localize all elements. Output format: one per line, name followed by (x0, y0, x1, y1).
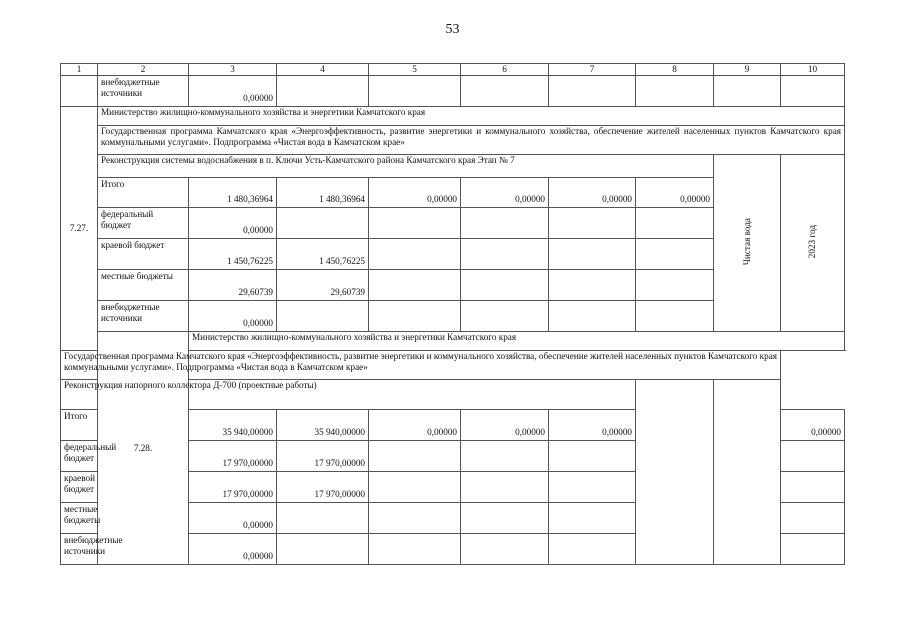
value-cell: 0,00000 (189, 208, 277, 239)
value-cell (549, 270, 636, 301)
value-cell (461, 301, 549, 332)
value-cell (461, 441, 549, 472)
value-cell (277, 503, 369, 534)
value-cell: 1 450,76225 (189, 239, 277, 270)
column-header: 10 (781, 64, 845, 76)
item-number: 7.28. (98, 332, 189, 565)
value-cell: 0,00000 (781, 410, 845, 441)
value-cell (461, 503, 549, 534)
value-cell: 17 970,00000 (189, 472, 277, 503)
value-cell: 0,00000 (189, 76, 277, 107)
value-cell: 29,60739 (189, 270, 277, 301)
value-cell (461, 239, 549, 270)
project-name: Реконструкция напорного коллектора Д-700 (проектные работы) (61, 380, 636, 410)
row-label: местные бюджеты (98, 270, 189, 301)
column-header: 9 (714, 64, 781, 76)
value-cell (549, 534, 636, 565)
value-cell: 0,00000 (189, 503, 277, 534)
value-cell (636, 301, 714, 332)
ministry-row (61, 107, 845, 126)
value-cell: 35 940,00000 (277, 410, 369, 441)
subprogram-label: Чистая вода (741, 217, 752, 266)
value-cell (781, 503, 845, 534)
column-header: 2 (98, 64, 189, 76)
value-cell (461, 472, 549, 503)
row-label: Итого (61, 410, 98, 441)
value-cell: 1 480,36964 (277, 178, 369, 208)
column-header: 1 (61, 64, 98, 76)
row-label: местные бюджеты (61, 503, 98, 534)
row-label: краевой бюджет (61, 472, 98, 503)
value-cell: 17 970,00000 (277, 441, 369, 472)
empty-cell (781, 76, 845, 107)
value-cell (461, 534, 549, 565)
empty-cell (636, 76, 714, 107)
value-cell (461, 208, 549, 239)
value-cell: 0,00000 (189, 534, 277, 565)
subprogram-cell (636, 380, 714, 565)
ministry-row (61, 332, 845, 351)
value-cell (277, 301, 369, 332)
row-label: краевой бюджет (98, 239, 189, 270)
value-cell (549, 208, 636, 239)
subprogram-cell (714, 155, 781, 332)
row-label: федеральный бюджет (61, 441, 98, 472)
value-cell: 0,00000 (636, 178, 714, 208)
column-header: 6 (461, 64, 549, 76)
value-cell (636, 239, 714, 270)
value-cell: 0,00000 (461, 178, 549, 208)
ministry-name: Министерство жилищно-коммунального хозяйства и энергетики Камчатского края (98, 107, 845, 126)
column-header: 3 (189, 64, 277, 76)
row-label: внебюджетные источники (98, 301, 189, 332)
empty-cell (61, 76, 98, 107)
value-cell: 17 970,00000 (189, 441, 277, 472)
program-name: Государственная программа Камчатского края «Энергоэффективность, развитие энергетики и коммунального хозяйства, обеспечение жителей населенных пунктов Камчатского края коммунальными услугами». Подпрограмма «Чистая вода в Камчатском крае» (61, 351, 781, 380)
value-cell (549, 503, 636, 534)
project-row (61, 155, 845, 178)
column-header: 7 (549, 64, 636, 76)
value-cell (781, 472, 845, 503)
row-label: внебюджетные источники (98, 76, 189, 107)
empty-cell (369, 76, 461, 107)
ministry-name: Министерство жилищно-коммунального хозяйства и энергетики Камчатского края (189, 332, 845, 351)
value-cell (549, 472, 636, 503)
value-cell (277, 208, 369, 239)
row-label: внебюджетные источники (61, 534, 98, 565)
column-header: 4 (277, 64, 369, 76)
value-cell (369, 239, 461, 270)
value-cell (369, 270, 461, 301)
value-cell: 17 970,00000 (277, 472, 369, 503)
value-cell: 0,00000 (369, 410, 461, 441)
value-cell (369, 208, 461, 239)
value-cell (781, 441, 845, 472)
year-cell (781, 155, 845, 332)
empty-cell (549, 76, 636, 107)
value-cell: 0,00000 (549, 178, 636, 208)
value-cell: 35 940,00000 (189, 410, 277, 441)
value-cell (277, 534, 369, 565)
value-cell: 1 450,76225 (277, 239, 369, 270)
value-cell: 0,00000 (461, 410, 549, 441)
value-cell: 1 480,36964 (189, 178, 277, 208)
value-cell (369, 301, 461, 332)
value-cell (549, 301, 636, 332)
empty-cell (714, 76, 781, 107)
empty-cell (277, 76, 369, 107)
project-row (61, 380, 845, 410)
value-cell (781, 534, 845, 565)
year-cell (714, 380, 781, 565)
row-label: Итого (98, 178, 189, 208)
value-cell (636, 208, 714, 239)
value-cell: 29,60739 (277, 270, 369, 301)
value-cell (549, 239, 636, 270)
program-name: Государственная программа Камчатского края «Энергоэффективность, развитие энергетики и коммунального хозяйства, обеспечение жителей населенных пунктов Камчатского края коммунальными услугами». Подпрограмма «Чистая вода в Камчатском крае» (98, 126, 845, 155)
table-row (61, 76, 845, 107)
empty-cell (461, 76, 549, 107)
value-cell (636, 270, 714, 301)
value-cell (461, 270, 549, 301)
value-cell (369, 503, 461, 534)
program-row (61, 351, 845, 380)
value-cell (369, 441, 461, 472)
column-header: 5 (369, 64, 461, 76)
column-header: 8 (636, 64, 714, 76)
project-name: Реконструкция системы водоснабжения в п. Ключи Усть-Камчатского района Камчатского края Этап № 7 (98, 155, 714, 178)
program-row (61, 126, 845, 155)
page-number: 53 (445, 22, 460, 37)
header-row (61, 64, 845, 76)
year-label: 2023 год (807, 224, 817, 259)
row-label: федеральный бюджет (98, 208, 189, 239)
value-cell: 0,00000 (549, 410, 636, 441)
value-cell: 0,00000 (369, 178, 461, 208)
value-cell (549, 441, 636, 472)
value-cell (369, 472, 461, 503)
item-number: 7.27. (61, 107, 98, 351)
value-cell (369, 534, 461, 565)
budget-table (60, 63, 845, 565)
value-cell: 0,00000 (189, 301, 277, 332)
